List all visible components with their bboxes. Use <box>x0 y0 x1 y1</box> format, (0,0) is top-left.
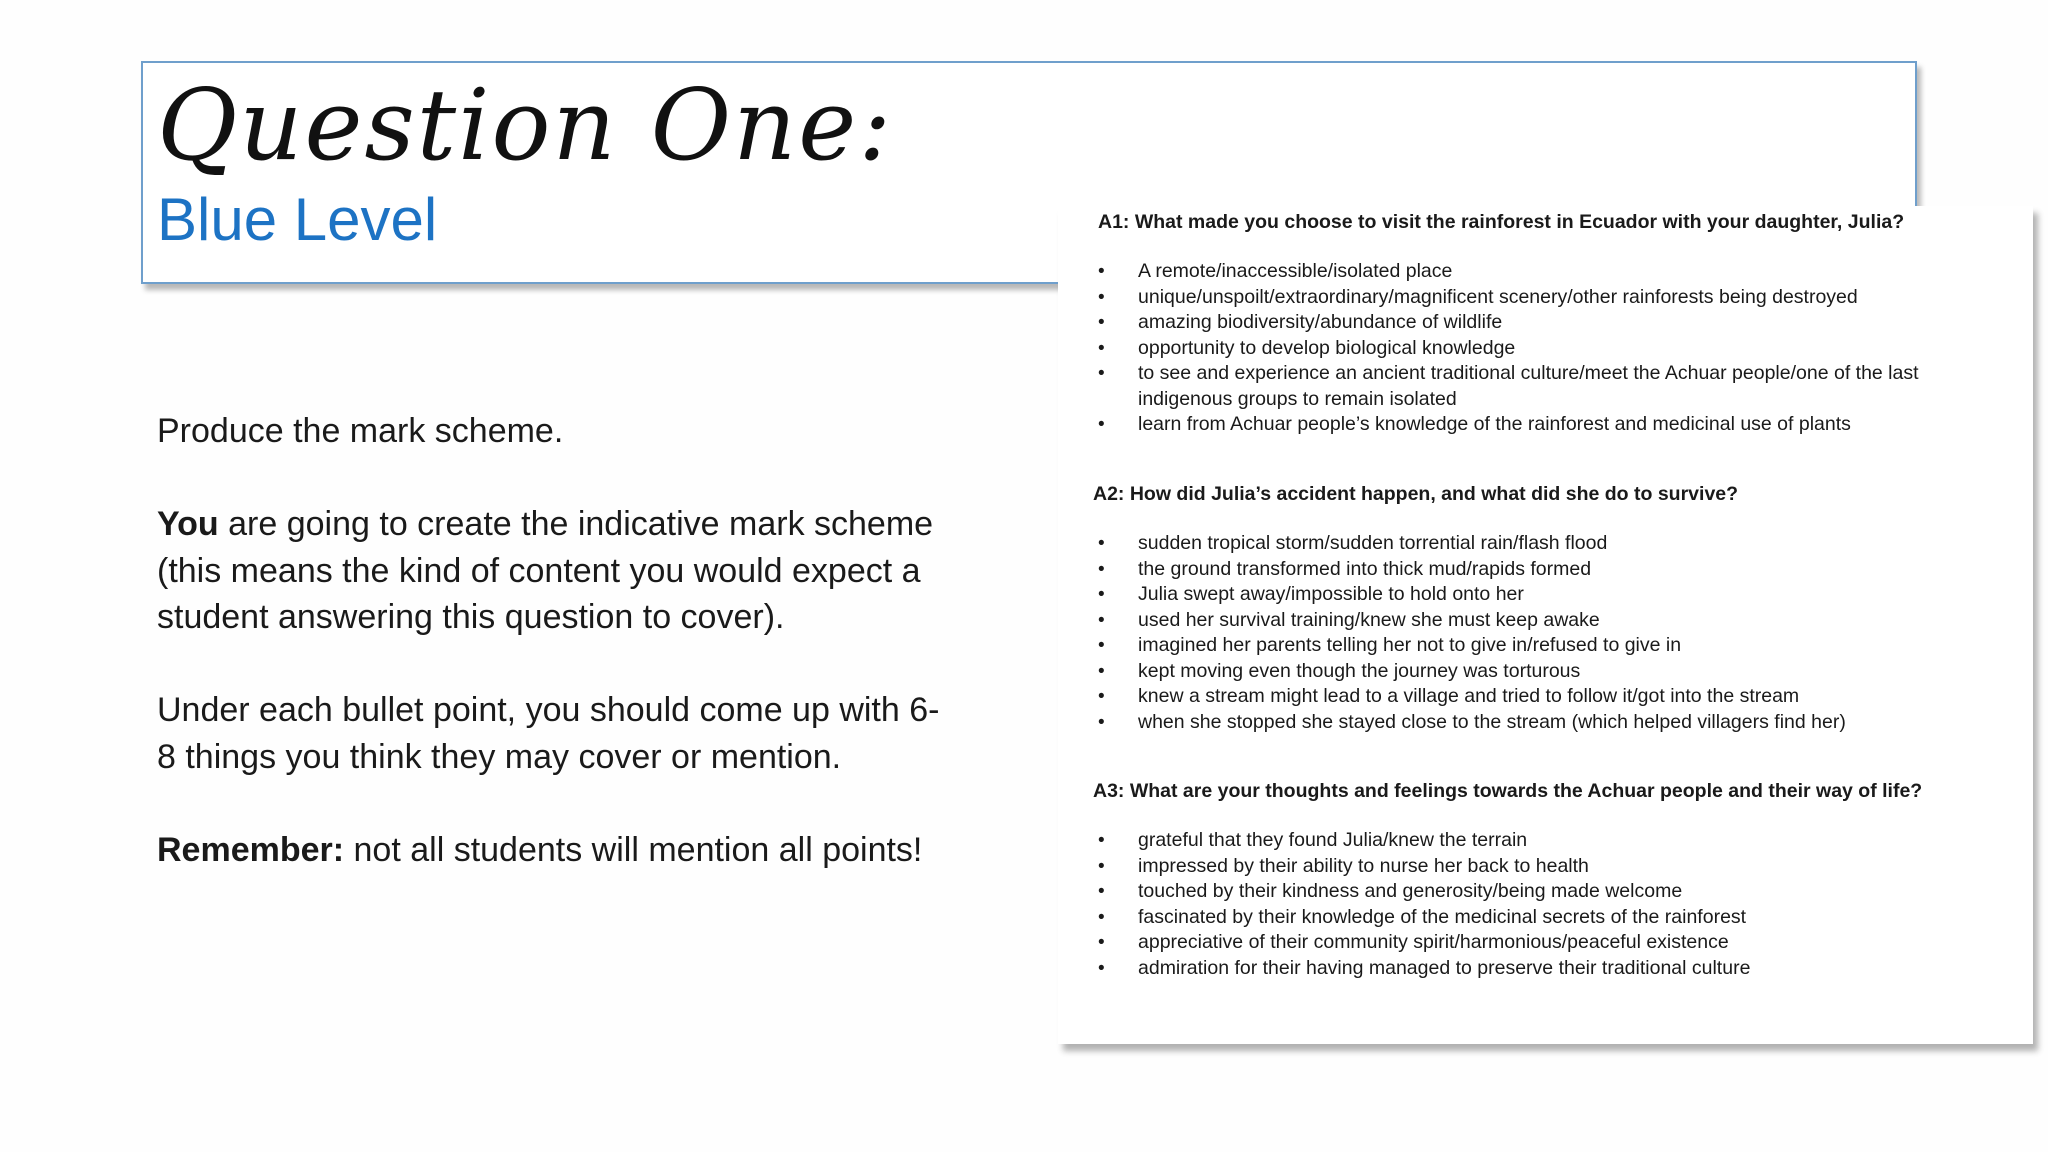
list-item: • appreciative of their community spirit/harmonious/peaceful existence <box>1058 930 1953 956</box>
list-item: • to see and experience an ancient traditional culture/meet the Achuar people/one of the last indigenous groups to remain isolated <box>1098 362 1919 410</box>
list-item: • amazing biodiversity/abundance of wildlife <box>1058 310 1953 336</box>
instruction-paragraph-4 <box>157 827 957 874</box>
bullet-icon: • <box>1098 635 1105 656</box>
question-a1: A1: What made you choose to visit the rainforest in Ecuador with your daughter, Julia? <box>1098 211 1905 233</box>
slide-subtitle: Blue Level <box>157 186 438 253</box>
bullet-icon: • <box>1098 363 1105 384</box>
mark-scheme-image <box>1058 206 2033 1044</box>
slide-title: Question One: <box>157 69 894 183</box>
answers-a3-list <box>1058 828 1953 981</box>
list-item: • the ground transformed into thick mud/rapids formed <box>1058 557 1953 583</box>
list-item: • Julia swept away/impossible to hold onto her <box>1058 582 1953 608</box>
instruction-paragraph-1: Produce the mark scheme. <box>157 412 564 450</box>
list-item: • opportunity to develop biological knowledge <box>1058 336 1953 362</box>
bullet-icon: • <box>1098 414 1105 435</box>
instructions-text <box>157 408 957 920</box>
instruction-emphasis-you: You <box>157 505 219 543</box>
bullet-icon: • <box>1098 686 1105 707</box>
list-item: • imagined her parents telling her not to give in/refused to give in <box>1058 633 1953 659</box>
answers-a2-list <box>1058 531 1953 735</box>
answers-a1-list <box>1058 259 1953 438</box>
instruction-paragraph-2 <box>157 501 957 641</box>
list-item: • grateful that they found Julia/knew the terrain <box>1058 828 1953 854</box>
list-item: • used her survival training/knew she must keep awake <box>1058 608 1953 634</box>
bullet-icon: • <box>1098 711 1105 733</box>
list-item: • when she stopped she stayed close to the stream (which helped villagers find her) <box>1058 710 1953 736</box>
list-item: • impressed by their ability to nurse her back to health <box>1058 854 1953 880</box>
list-item: • sudden tropical storm/sudden torrential rain/flash flood <box>1058 531 1953 557</box>
list-item: • A remote/inaccessible/isolated place <box>1058 259 1953 285</box>
instruction-paragraph-3: Under each bullet point, you should come up with 6-8 things you think they may cover or mention. <box>157 691 940 776</box>
instruction-paragraph-4-text: not all students will mention all points! <box>344 830 923 869</box>
instruction-paragraph-2-text: are going to create the indicative mark scheme (this means the kind of content you would expect a student answering this question to cover). <box>157 505 934 636</box>
list-item: • fascinated by their knowledge of the medicinal secrets of the rainforest <box>1058 905 1953 931</box>
list-item: • admiration for their having managed to preserve their traditional culture <box>1058 956 1953 982</box>
bullet-icon: • <box>1098 660 1105 682</box>
bullet-icon: • <box>1098 558 1105 580</box>
bullet-icon: • <box>1098 957 1105 979</box>
bullet-icon: • <box>1098 533 1105 554</box>
list-item: • kept moving even though the journey was torturous <box>1058 659 1953 685</box>
list-item: • unique/unspoilt/extraordinary/magnificent scenery/other rainforests being destroyed <box>1058 285 1953 311</box>
list-item: • knew a stream might lead to a village and tried to follow it/got into the stream <box>1058 684 1953 710</box>
bullet-icon: • <box>1098 261 1105 282</box>
bullet-icon: • <box>1098 855 1105 877</box>
bullet-icon: • <box>1098 932 1105 953</box>
bullet-icon: • <box>1098 286 1105 308</box>
bullet-icon: • <box>1098 609 1105 631</box>
bullet-icon: • <box>1098 906 1105 928</box>
question-a3: A3: What are your thoughts and feelings towards the Achuar people and their way of life? <box>1093 780 1923 802</box>
instruction-emphasis-remember: Remember: <box>157 830 345 869</box>
bullet-icon: • <box>1098 830 1105 851</box>
list-item: • touched by their kindness and generosity/being made welcome <box>1058 879 1953 905</box>
bullet-icon: • <box>1098 312 1105 333</box>
question-a2: A2: How did Julia’s accident happen, and what did she do to survive? <box>1093 483 1739 505</box>
bullet-icon: • <box>1098 337 1105 359</box>
bullet-icon: • <box>1098 881 1105 902</box>
bullet-icon: • <box>1098 584 1105 605</box>
list-item: • learn from Achuar people’s knowledge of the rainforest and medicinal use of plants <box>1058 412 1953 438</box>
